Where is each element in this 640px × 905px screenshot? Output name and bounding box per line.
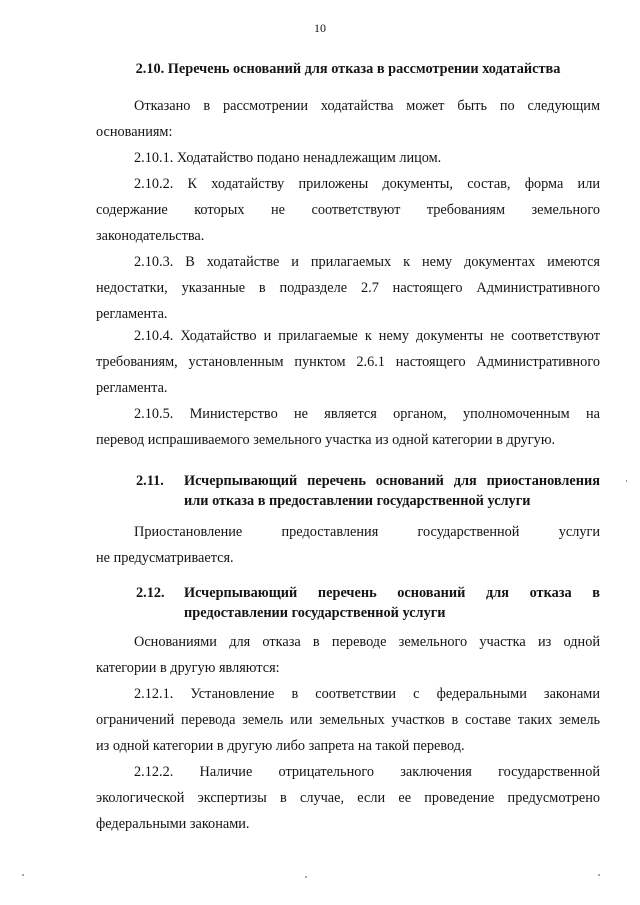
item-2-10-1 [96,145,600,171]
item-2-12-2 [96,759,600,837]
scan-speck [305,876,307,878]
paragraph-line: содержание которых не соответствуют требованиям земельного [96,202,600,218]
paragraph-line: 2.10.3. В ходатайстве и прилагаемых к нему документах имеются [134,254,600,270]
paragraph-line: не предусматривается. [96,550,234,566]
heading-line: Исчерпывающий перечень оснований для приостановления [184,473,600,489]
paragraph-line: 2.10.4. Ходатайство и прилагаемые к нему документы не соответствуют [134,328,600,344]
paragraph-line: из одной категории в другую либо запрета на такой перевод. [96,738,465,754]
paragraph-line: 2.10.1. Ходатайство подано ненадлежащим лицом. [134,150,442,166]
item-2-12-1 [96,681,600,759]
scan-speck [598,874,600,876]
item-2-10-3 [96,249,600,327]
paragraph-line: экологической экспертизы в случае, если ее проведение предусмотрено [96,790,600,806]
item-2-10-4 [96,323,600,401]
paragraph-line: Отказано в рассмотрении ходатайства может быть по следующим [134,98,600,114]
heading-line: Исчерпывающий перечень оснований для отказа в [184,585,600,601]
paragraph-line: Основаниями для отказа в переводе земельного участка из одной [134,634,600,650]
paragraph-line: 2.10.2. К ходатайству приложены документы, состав, форма или [134,176,600,192]
section-2-11-text [96,519,600,571]
paragraph-line: категории в другую являются: [96,660,280,676]
paragraph-line: регламента. [96,380,168,396]
section-heading-2-12 [96,583,600,627]
section-number: 2.12. [136,585,165,601]
paragraph-line: регламента. [96,306,168,322]
section-2-12-intro [96,629,600,681]
paragraph-line: 2.10.5. Министерство не является органом, уполномоченным на [134,406,600,422]
paragraph-line: 2.12.1. Установление в соответствии с федеральными законами [134,686,600,702]
scan-speck [22,874,24,876]
paragraph-line: основаниям: [96,124,173,140]
paragraph-line: 2.12.2. Наличие отрицательного заключения государственной [134,764,600,780]
item-2-10-5 [96,401,600,453]
heading-line: или отказа в предоставлении государственной услуги [184,493,531,509]
paragraph-line: федеральными законами. [96,816,250,832]
paragraph-line: законодательства. [96,228,205,244]
page-number: 10 [314,21,326,35]
item-2-10-2 [96,171,600,249]
paragraph-line: ограничений перевода земель или земельных участков в составе таких земель [96,712,600,728]
paragraph-line: перевод испрашиваемого земельного участка из одной категории в другую. [96,432,556,448]
paragraph-line: требованиям, установленным пунктом 2.6.1 настоящего Административного [96,354,600,370]
section-heading-2-10: 2.10. Перечень оснований для отказа в рассмотрении ходатайства [135,61,561,77]
section-2-10-intro [96,93,600,145]
section-heading-2-11 [96,471,600,515]
scan-speck [626,480,627,482]
paragraph-line: Приостановление предоставления государственной услуги [134,524,600,540]
heading-line: предоставлении государственной услуги [184,605,446,621]
paragraph-line: недостатки, указанные в подразделе 2.7 настоящего Административного [96,280,600,296]
section-number: 2.11. [136,473,164,489]
